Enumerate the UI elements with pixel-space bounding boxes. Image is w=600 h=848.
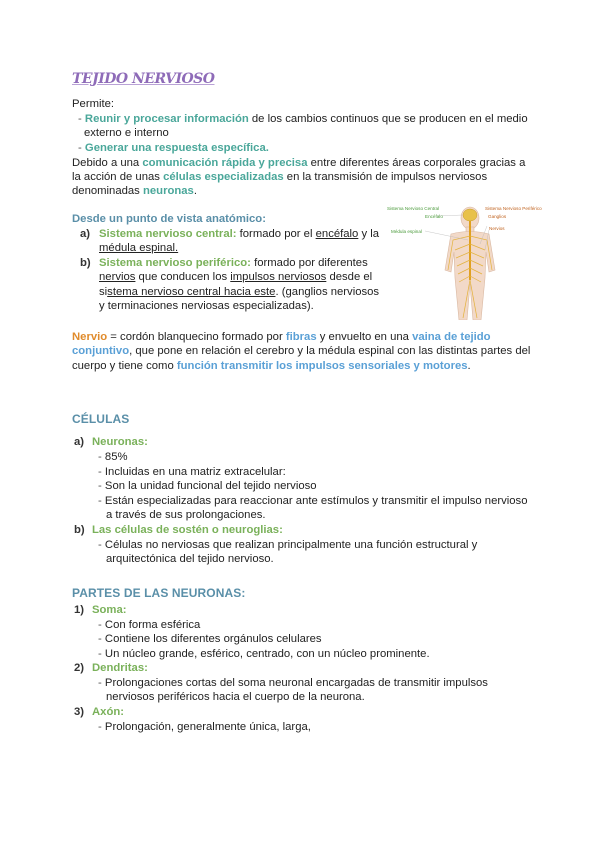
debido-line-1: Debido a una comunicación rápida y precisa entre diferentes áreas corporales gracias a — [72, 157, 526, 169]
celulas-a-marker: a) — [74, 436, 85, 448]
anatomico-a-line-1: Sistema nervioso central: formado por el encéfalo y la — [99, 228, 380, 240]
partes-s3-item-1: - Prolongación, generalmente única, larga, — [98, 721, 311, 733]
celulas-b-marker: b) — [74, 524, 85, 536]
anatomico-a-line-2: médula espinal. — [99, 242, 179, 254]
permite-item-1: - Reunir y procesar información de los cambios continuos que se producen en el medio — [78, 113, 528, 125]
anatomico-b-marker: b) — [80, 257, 91, 269]
partes-s3-marker: 3) — [74, 706, 85, 718]
celulas-a-item-4-cont: a través de sus prolongaciones. — [106, 509, 266, 521]
celulas-a-label: Neuronas: — [92, 436, 148, 448]
nervio-line-2: conjuntivo, que pone en relación el cerebro y la médula espinal con las distintas partes del — [72, 345, 531, 357]
partes-s2-item-1-cont: nerviosos periféricos hacia el cuerpo de la neurona. — [106, 691, 365, 703]
debido-line-3: denominadas neuronas. — [72, 185, 197, 197]
nervio-line-3: cuerpo y tiene como función transmitir los impulsos sensoriales y motores. — [72, 360, 471, 372]
partes-s1-item-2: - Contiene los diferentes orgánulos celulares — [98, 633, 322, 645]
nervous-system-figure — [385, 200, 555, 320]
partes-s1-label: Soma: — [92, 604, 127, 616]
figure-label-encefalo: Encéfalo — [425, 214, 443, 219]
permite-item-2: - Generar una respuesta específica. — [78, 142, 269, 154]
celulas-a-item-4: - Están especializadas para reaccionar ante estímulos y transmitir el impulso nervioso — [98, 495, 528, 507]
partes-s1-marker: 1) — [74, 604, 85, 616]
permite-label: Permite: — [72, 98, 115, 110]
partes-s1-item-1: - Con forma esférica — [98, 619, 201, 631]
partes-s1-item-3: - Un núcleo grande, esférico, centrado, con un núcleo prominente. — [98, 648, 430, 660]
partes-heading: PARTES DE LAS NEURONAS: — [72, 586, 246, 600]
partes-s2-item-1: - Prolongaciones cortas del soma neuronal encargadas de transmitir impulsos — [98, 677, 488, 689]
celulas-a-item-2: - Incluidas en una matriz extracelular: — [98, 466, 286, 478]
partes-s2-label: Dendritas: — [92, 662, 148, 674]
celulas-heading: CÉLULAS — [72, 412, 130, 426]
partes-s2-marker: 2) — [74, 662, 85, 674]
anatomico-a-marker: a) — [80, 228, 91, 240]
anatomico-b-line-2: nervios que conducen los impulsos nerviosos desde el — [99, 271, 373, 283]
figure-label-snp: Sistema Nervioso Periférico — [485, 206, 542, 211]
page-title: TEJIDO NERVIOSO — [72, 71, 215, 87]
anatomico-b-line-1: Sistema nervioso periférico: formado por diferentes — [99, 257, 368, 269]
debido-line-2: la acción de unas células especializadas en la transmisión de impulsos nerviosos — [72, 171, 488, 183]
permite-item-1-cont: externo e interno — [84, 127, 169, 139]
nervio-line-1: Nervio = cordón blanquecino formado por fibras y envuelto en una vaina de tejido — [72, 331, 491, 343]
celulas-b-item-1: - Células no nerviosas que realizan principalmente una función estructural y — [98, 539, 478, 551]
celulas-a-item-3: - Son la unidad funcional del tejido nervioso — [98, 480, 317, 492]
anatomico-b-line-4: y terminaciones nerviosas especializadas). — [99, 300, 314, 312]
figure-label-medula: Médula espinal — [391, 229, 422, 234]
anatomico-heading: Desde un punto de vista anatómico: — [72, 213, 266, 225]
figure-label-snc: Sistema Nervioso Central — [387, 206, 440, 211]
celulas-b-label: Las células de sostén o neuroglias: — [92, 524, 283, 536]
figure-label-nervios: Nervios — [489, 226, 505, 231]
anatomico-b-line-3: sistema nervioso central hacia este. (ganglios nerviosos — [99, 286, 380, 298]
brain-shape — [463, 209, 477, 221]
figure-label-ganglios: Ganglios — [488, 214, 507, 219]
celulas-a-item-1: - 85% — [98, 451, 128, 463]
celulas-b-item-1-cont: arquitectónica del tejido nervioso. — [106, 553, 274, 565]
partes-s3-label: Axón: — [92, 706, 125, 718]
